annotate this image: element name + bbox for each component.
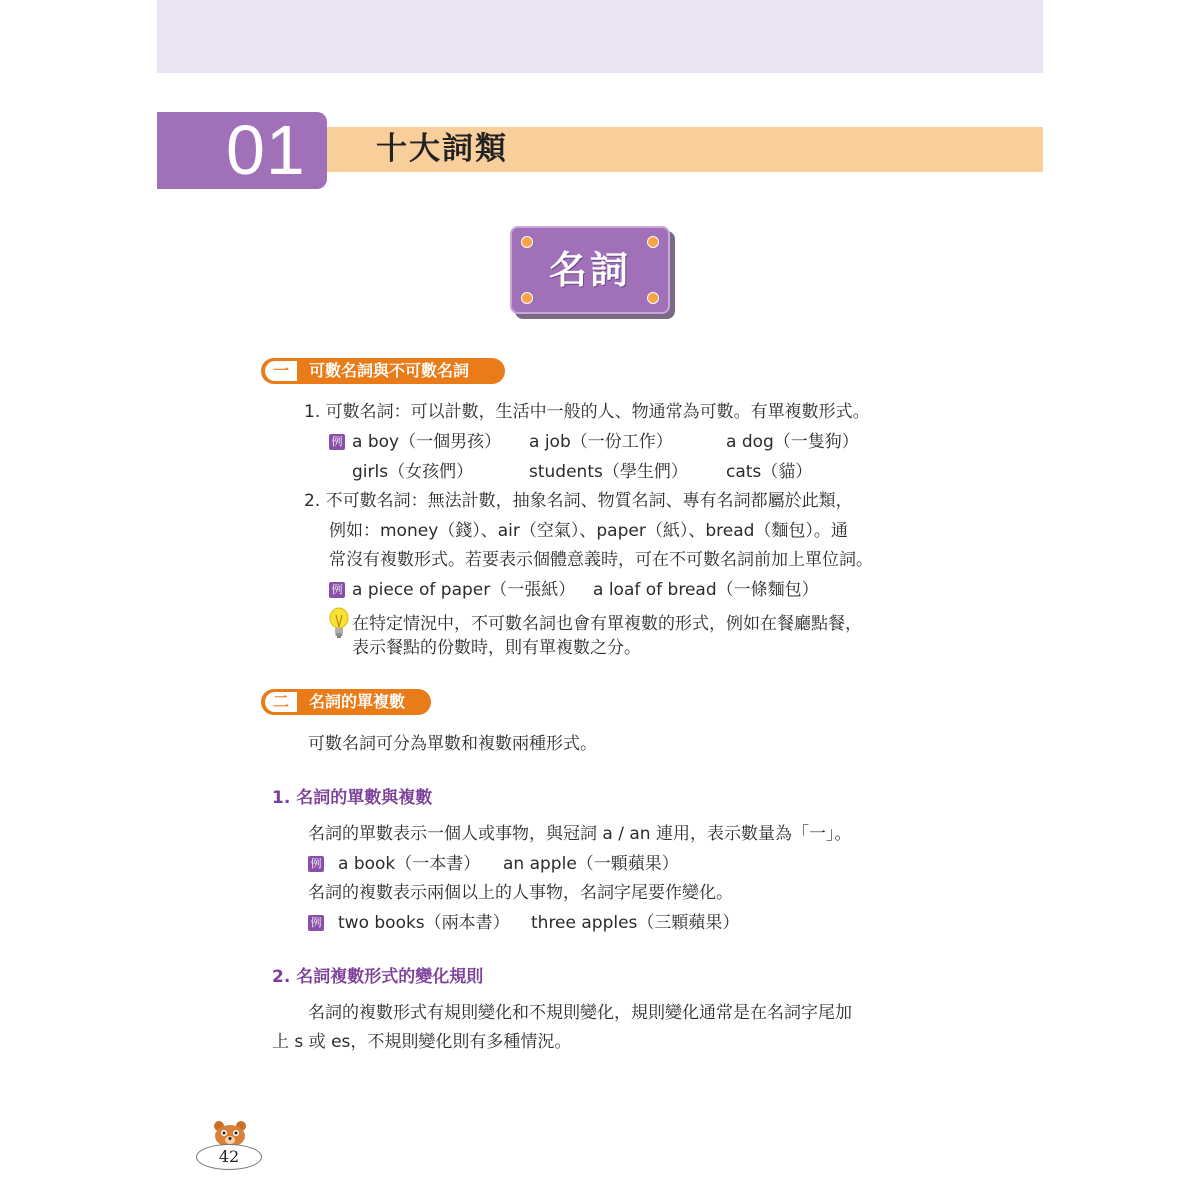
- section-number: 二: [265, 692, 297, 712]
- section-number: 一: [265, 361, 297, 381]
- body-line: 常沒有複數形式。若要表示個體意義時，可在不可數名詞前加上單位詞。: [329, 550, 873, 570]
- example-mark: 例: [329, 434, 345, 450]
- example-row: [308, 911, 330, 935]
- section-title: 名詞的單複數: [309, 692, 406, 711]
- example-item: a book（一本書）: [338, 854, 481, 874]
- example-item: an apple（一顆蘋果）: [503, 854, 679, 874]
- subsection-heading: 2. 名詞複數形式的變化規則: [272, 967, 484, 987]
- topic-badge-label: 名詞: [548, 248, 631, 292]
- example-item: students（學生們）: [529, 462, 688, 482]
- example-item: two books（兩本書）: [338, 913, 510, 933]
- body-line: 可數名詞可分為單數和複數兩種形式。: [308, 734, 597, 754]
- tip-line: 在特定情況中，不可數名詞也會有單複數的形式，例如在餐廳點餐，: [352, 614, 862, 634]
- body-line: 名詞的單數表示一個人或事物，與冠詞 a / an 連用，表示數量為「一」。: [308, 824, 852, 844]
- chapter-number: 01: [226, 111, 306, 189]
- example-item: a job（一份工作）: [529, 432, 673, 452]
- body-line: 例如：money（錢）、air（空氣）、paper（紙）、bread（麵包）。通: [329, 521, 848, 541]
- example-item: cats（貓）: [726, 462, 813, 482]
- chapter-title: 十大詞類: [376, 131, 508, 167]
- bear-mascot-icon: [210, 1119, 250, 1147]
- body-line: 名詞的複數表示兩個以上的人事物，名詞字尾要作變化。: [308, 883, 733, 903]
- example-row: [329, 578, 351, 602]
- body-line: 名詞的複數形式有規則變化和不規則變化，規則變化通常是在名詞字尾加: [308, 1003, 852, 1023]
- section-heading: [261, 689, 431, 715]
- example-item: a piece of paper（一張紙）: [352, 580, 576, 600]
- example-mark: 例: [329, 582, 345, 598]
- example-row: [329, 430, 351, 454]
- tip-line: 表示餐點的份數時，則有單複數之分。: [352, 638, 641, 658]
- section-title: 可數名詞與不可數名詞: [309, 361, 470, 380]
- example-mark: 例: [308, 915, 324, 931]
- section-heading: [261, 358, 505, 384]
- example-item: three apples（三顆蘋果）: [531, 913, 740, 933]
- example-item: a dog（一隻狗）: [726, 432, 859, 452]
- example-item: girls（女孩們）: [352, 462, 474, 482]
- subsection-heading: 1. 名詞的單數與複數: [272, 788, 433, 808]
- page-number: 42: [218, 1147, 240, 1166]
- lightbulb-icon: [329, 607, 349, 641]
- example-mark: 例: [308, 856, 324, 872]
- header-band: [157, 0, 1043, 73]
- body-line: 上 s 或 es，不規則變化則有多種情況。: [272, 1032, 572, 1052]
- example-item: a loaf of bread（一條麵包）: [593, 580, 819, 600]
- example-item: a boy（一個男孩）: [352, 432, 502, 452]
- body-line: 2. 不可數名詞：無法計數，抽象名詞、物質名詞、專有名詞都屬於此類，: [304, 491, 853, 511]
- example-row: [308, 852, 330, 876]
- body-line: 1. 可數名詞：可以計數，生活中一般的人、物通常為可數。有單複數形式。: [304, 402, 870, 422]
